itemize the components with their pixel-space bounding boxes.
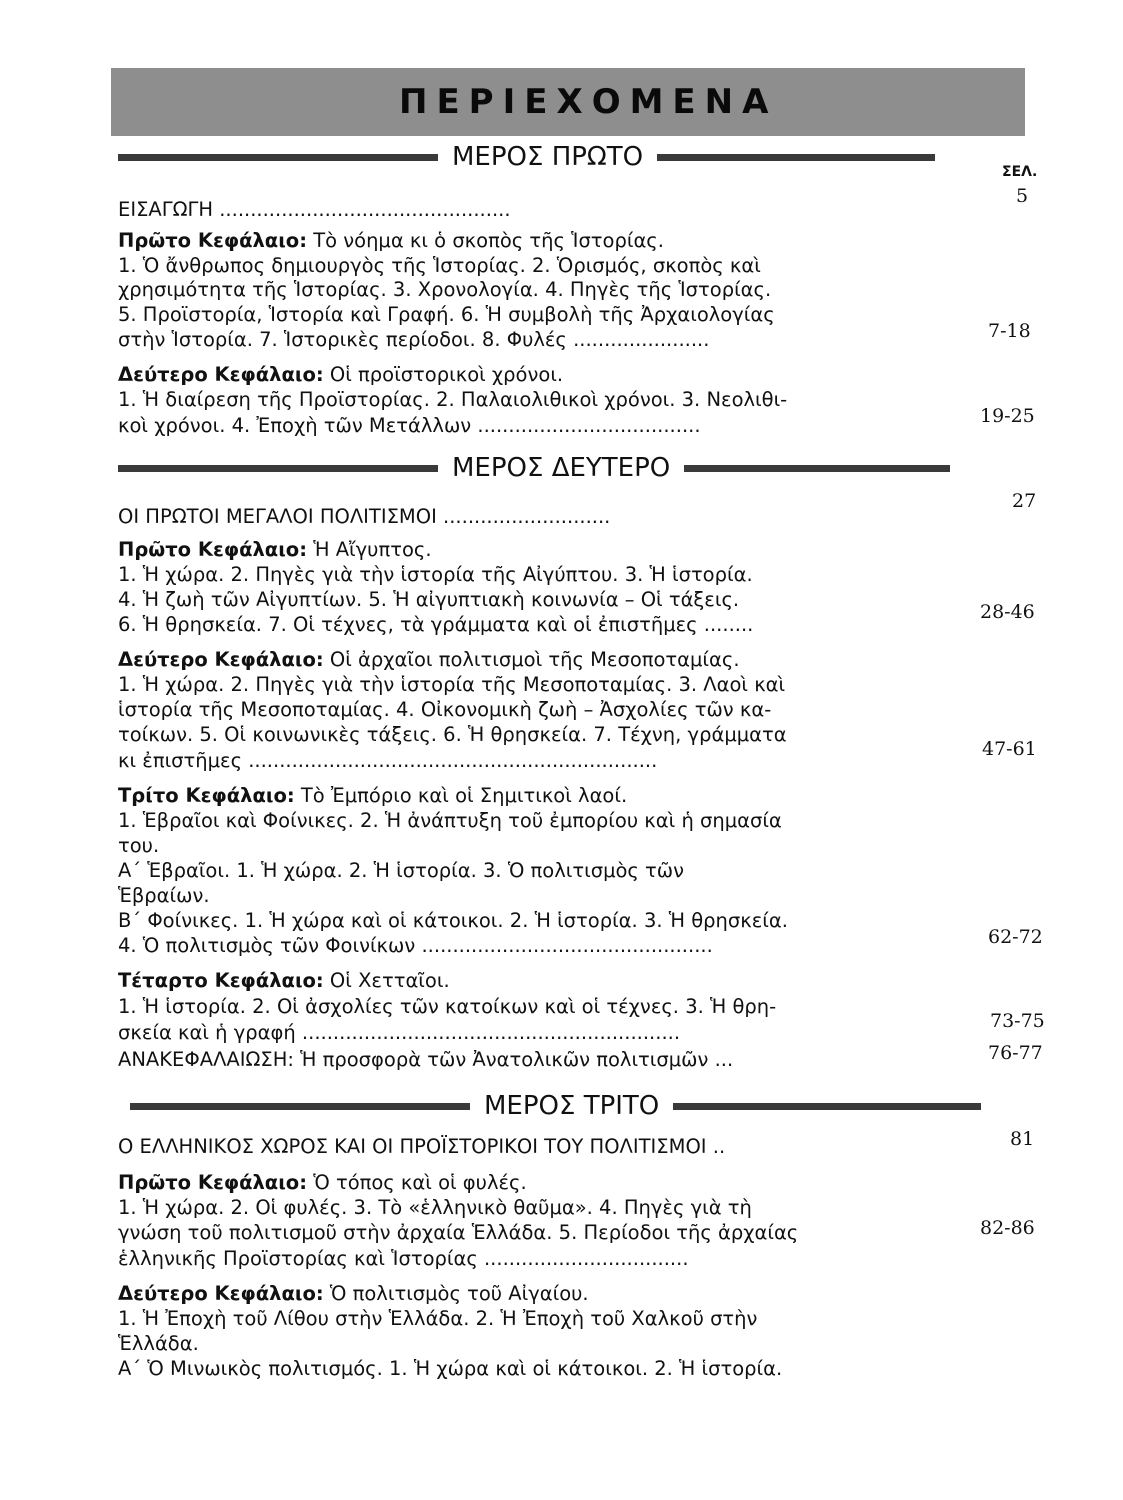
toc-line: του.	[118, 834, 160, 857]
rule-left	[118, 154, 438, 161]
page-number: 82-86	[980, 1217, 1035, 1239]
chapter-heading: Δεύτερο Κεφάλαιο: Οἱ προϊστορικοὶ χρόνοι.	[118, 363, 564, 386]
toc-line: Α΄ Ἑβραῖοι. 1. Ἡ χώρα. 2. Ἡ ἱστορία. 3. Ὁ πολιτισμὸς τῶν	[118, 859, 685, 882]
page-number: 5	[1016, 185, 1029, 207]
toc-line: χρησιμότητα τῆς Ἱστορίας. 3. Χρονολογία. 4. Πηγὲς τῆς Ἱστορίας.	[118, 278, 772, 301]
page-number: 28-46	[980, 601, 1035, 623]
part-heading-3	[130, 1086, 981, 1126]
page-number: 47-61	[982, 738, 1037, 760]
toc-entry: ΟΙ ΠΡΩΤΟΙ ΜΕΓΑΛΟΙ ΠΟΛΙΤΙΣΜΟΙ ...........................	[118, 505, 611, 528]
toc-line: 1. Ἡ Ἐποχὴ τοῦ Λίθου στὴν Ἑλλάδα. 2. Ἡ Ἐποχὴ τοῦ Χαλκοῦ στὴν	[118, 1307, 758, 1330]
chapter-heading: Τέταρτο Κεφάλαιο: Οἱ Χετταῖοι.	[118, 969, 450, 992]
rule-right	[684, 465, 950, 472]
page-number: 73-75	[990, 1010, 1045, 1032]
toc-line: 1. Ἡ διαίρεση τῆς Προϊστορίας. 2. Παλαιολιθικοὶ χρόνοι. 3. Νεολιθι-	[118, 388, 788, 411]
chapter-heading: Πρῶτο Κεφάλαιο: Ὁ τόπος καὶ οἱ φυλές.	[118, 1171, 527, 1194]
rule-left	[118, 465, 438, 472]
part-label: ΜΕΡΟΣ ΠΡΩΤΟ	[452, 142, 644, 172]
page-column-label: ΣΕΛ.	[1002, 164, 1038, 180]
rule-right	[673, 1103, 981, 1110]
rule-right	[657, 154, 935, 161]
part-heading-2	[118, 448, 950, 488]
part-heading-1	[118, 137, 935, 177]
toc-line: ἱστορία τῆς Μεσοποταμίας. 4. Οἰκονομικὴ ζωὴ – Ἀσχολίες τῶν κα-	[118, 698, 772, 721]
toc-line: στὴν Ἱστορία. 7. Ἱστορικὲς περίοδοι. 8. Φυλές ......................	[118, 328, 710, 351]
page-number: 19-25	[980, 405, 1035, 427]
toc-line: ἑλληνικῆς Προϊστορίας καὶ Ἱστορίας .................................	[118, 1247, 689, 1270]
toc-line: 1. Ἡ χώρα. 2. Πηγὲς γιὰ τὴν ἱστορία τῆς Μεσοποταμίας. 3. Λαοὶ καὶ	[118, 673, 786, 696]
toc-line: Α΄ Ὁ Μινωικὸς πολιτισμός. 1. Ἡ χώρα καὶ οἱ κάτοικοι. 2. Ἡ ἱστορία.	[118, 1357, 783, 1380]
toc-line: γνώση τοῦ πολιτισμοῦ στὴν ἀρχαία Ἑλλάδα. 5. Περίοδοι τῆς ἀρχαίας	[118, 1221, 799, 1244]
toc-line: 1. Ἡ ἱστορία. 2. Οἱ ἀσχολίες τῶν κατοίκων καὶ οἱ τέχνες. 3. Ἡ θρη-	[118, 995, 777, 1018]
toc-line: 5. Προϊστορία, Ἱστορία καὶ Γραφή. 6. Ἡ συμβολὴ τῆς Ἀρχαιολογίας	[118, 303, 775, 326]
toc-line: 1. Ὁ ἄνθρωπος δημιουργὸς τῆς Ἱστορίας. 2. Ὁρισμός, σκοπὸς καὶ	[118, 254, 761, 277]
toc-line: τοίκων. 5. Οἱ κοινωνικὲς τάξεις. 6. Ἡ θρησκεία. 7. Τέχνη, γράμματα	[118, 723, 787, 746]
page-title: ΠΕΡΙΕΧΟΜΕΝΑ	[399, 82, 778, 122]
page-number: 7-18	[988, 320, 1031, 342]
chapter-heading: Δεύτερο Κεφάλαιο: Ὁ πολιτισμὸς τοῦ Αἰγαίου.	[118, 1282, 589, 1305]
toc-line: 1. Ἑβραῖοι καὶ Φοίνικες. 2. Ἡ ἀνάπτυξη τοῦ ἐμπορίου καὶ ἡ σημασία	[118, 809, 782, 832]
toc-line: Ἑλλάδα.	[118, 1332, 199, 1355]
toc-line: κοὶ χρόνοι. 4. Ἐποχὴ τῶν Μετάλλων ....................................	[118, 414, 701, 437]
toc-entry: Ο ΕΛΛΗΝΙΚΟΣ ΧΩΡΟΣ ΚΑΙ ΟΙ ΠΡΟΪΣΤΟΡΙΚΟΙ ΤΟΥ ΠΟΛΙΤΙΣΜΟΙ ..	[118, 1135, 726, 1158]
toc-line: 1. Ἡ χώρα. 2. Πηγὲς γιὰ τὴν ἱστορία τῆς Αἰγύπτου. 3. Ἡ ἱστορία.	[118, 563, 753, 586]
toc-line: κι ἐπιστῆμες ..................................................................	[118, 749, 658, 772]
page-number: 27	[1012, 490, 1037, 512]
chapter-heading: Δεύτερο Κεφάλαιο: Οἱ ἀρχαῖοι πολιτισμοὶ τῆς Μεσοποταμίας.	[118, 648, 740, 671]
page-number: 81	[1010, 1128, 1035, 1150]
toc-line: 4. Ὁ πολιτισμὸς τῶν Φοινίκων ...............................................	[118, 934, 713, 957]
chapter-heading: Πρῶτο Κεφάλαιο: Τὸ νόημα κι ὁ σκοπὸς τῆς Ἱστορίας.	[118, 229, 664, 252]
rule-left	[130, 1103, 470, 1110]
toc-line: Ἑβραίων.	[118, 884, 210, 907]
part-label: ΜΕΡΟΣ ΔΕΥΤΕΡΟ	[452, 453, 671, 483]
toc-line: 6. Ἡ θρησκεία. 7. Οἱ τέχνες, τὰ γράμματα καὶ οἱ ἐπιστῆμες ........	[118, 613, 754, 636]
toc-line: σκεία καὶ ἡ γραφή .............................................................	[118, 1021, 681, 1044]
toc-line: 1. Ἡ χώρα. 2. Οἱ φυλές. 3. Τὸ «ἑλληνικὸ θαῦμα». 4. Πηγὲς γιὰ τὴ	[118, 1196, 752, 1219]
part-label: ΜΕΡΟΣ ΤΡΙΤΟ	[484, 1091, 660, 1121]
toc-line: Β΄ Φοίνικες. 1. Ἡ χώρα καὶ οἱ κάτοικοι. 2. Ἡ ἱστορία. 3. Ἡ θρησκεία.	[118, 909, 788, 932]
toc-entry: ΕΙΣΑΓΩΓΗ ...............................................	[118, 198, 511, 221]
page-number: 62-72	[988, 926, 1043, 948]
heading-bar	[111, 68, 1025, 136]
chapter-heading: Τρίτο Κεφάλαιο: Τὸ Ἐμπόριο καὶ οἱ Σημιτικοὶ λαοί.	[118, 784, 628, 807]
toc-entry: ΑΝΑΚΕΦΑΛΑΙΩΣΗ: Ἡ προσφορὰ τῶν Ἀνατολικῶν πολιτισμῶν ...	[118, 1048, 734, 1071]
chapter-heading: Πρῶτο Κεφάλαιο: Ἡ Αἴγυπτος.	[118, 538, 432, 561]
page-number: 76-77	[988, 1042, 1043, 1064]
toc-line: 4. Ἡ ζωὴ τῶν Αἰγυπτίων. 5. Ἡ αἰγυπτιακὴ κοινωνία – Οἱ τάξεις.	[118, 588, 740, 611]
